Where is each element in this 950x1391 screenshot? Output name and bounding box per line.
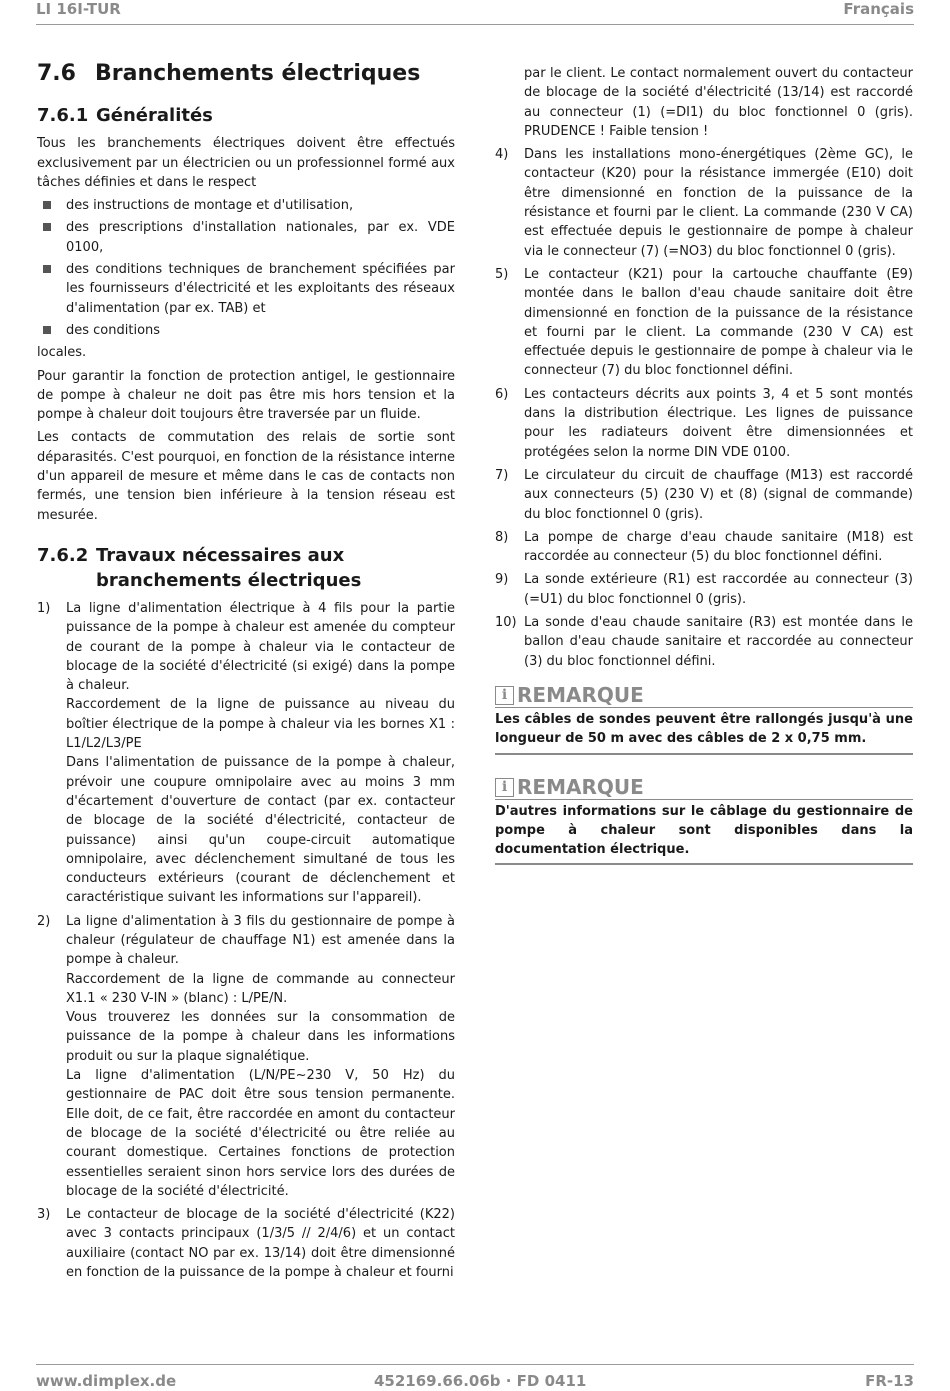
item-paragraph: La sonde d'eau chaude sanitaire (R3) est montée dans le ballon d'eau chaude sanitaire et raccordée au connecteur (3) du bloc fonctionnel défini. — [524, 615, 913, 669]
subsection-number: 7.6.2 — [37, 544, 89, 566]
left-column — [37, 60, 455, 1286]
intro-paragraph: Tous les branchements électriques doivent être effectués exclusivement par un électricien ou un professionnel formé aux tâches définies et dans le respect — [37, 136, 455, 190]
item-paragraph: Le circulateur du circuit de chauffage (M13) est raccordé aux connecteurs (5) (230 V) et (8) (signal de commande) du bloc fonctionnel 0 (gris). — [524, 467, 913, 522]
section-number: 7.6 — [37, 61, 76, 86]
item-number: 2) — [37, 913, 51, 929]
list-item — [37, 260, 455, 318]
list-item — [37, 599, 455, 908]
item-number: 8) — [495, 529, 509, 545]
item-paragraph: Dans les installations mono-énergétiques (2ème GC), le contacteur (K20) pour la résistance immergée (E10) doit être dimensionné en fonction de la puissance de la résistance et fourni par le client. La commande (230 V CA) est effectuée depuis le gestionnaire de pompe à chaleur via le connecteur (7) (=NO3) du bloc fonctionnel 0 (gris). — [524, 147, 913, 259]
square-bullet-icon — [43, 265, 51, 273]
document-number: 452169.66.06b · FD 0411 — [374, 1372, 587, 1390]
list-item-text: des instructions de montage et d'utilisation, — [66, 198, 354, 214]
item-number: 5) — [495, 266, 509, 282]
section-heading — [37, 61, 455, 86]
list-item-text: des prescriptions d'installation nationales, par ex. VDE 0100, — [66, 220, 455, 255]
after-bullets-text: locales. — [37, 345, 87, 361]
item-paragraph: La ligne d'alimentation électrique à 4 fils pour la partie puissance de la pompe à chaleur est amenée du compteur de courant de la pompe à chaleur via le contacteur de blocage de la société d'électricité (si exigé) dans la pompe à chaleur. — [66, 600, 455, 694]
subsection-title: Généralités — [96, 105, 213, 127]
item-paragraph: Raccordement de la ligne de commande au connecteur X1.1 « 230 V-IN » (blanc) : L/PE/N. — [66, 971, 455, 1006]
section-title: Branchements électriques — [95, 61, 421, 86]
item-number: 7) — [495, 467, 509, 483]
remark-text: D'autres informations sur le câblage du gestionnaire de pompe à chaleur sont disponibles dans la documentation électrique. — [495, 803, 913, 858]
item-number: 1) — [37, 600, 51, 616]
remark-box — [495, 685, 913, 755]
item-number: 9) — [495, 572, 509, 588]
item-paragraph: Dans l'alimentation de puissance de la pompe à chaleur, prévoir une coupure omnipolaire avec au moins 3 mm d'écartement d'ouverture de contact (par ex. contacteur de blocage de la société d'électricité, contacteur de puissance) ainsi qu'un coupe-circuit automatique omnipolaire, avec déclenchement simultané de tous les conducteurs extérieurs (courant de déclenchement et caractéristique suivant les informations sur l'appareil). — [66, 755, 455, 906]
subsection-number: 7.6.1 — [37, 105, 89, 127]
item-paragraph: La ligne d'alimentation à 3 fils du gestionnaire de pompe à chaleur (régulateur de chauffage N1) est amenée dans la pompe à chaleur. — [66, 913, 455, 968]
item-paragraph: Le contacteur de blocage de la société d'électricité (K22) avec 3 contacts principaux (1/3/5 // 2/4/6) et un contact auxiliaire (contact NO par ex. 13/14) doit être dimensionné en fonction de la puissance de la pompe à chaleur et fourni — [66, 1207, 455, 1281]
work-steps-list — [37, 599, 455, 1282]
list-item — [37, 218, 455, 257]
list-item — [495, 466, 913, 524]
list-item — [495, 385, 913, 462]
info-icon: i — [495, 778, 514, 797]
item-number: 10) — [495, 615, 517, 631]
item-paragraph: La sonde extérieure (R1) est raccordée au connecteur (3) (=U1) du bloc fonctionnel 0 (gris). — [524, 572, 913, 607]
item-number: 3) — [37, 1207, 51, 1223]
page-header — [36, 0, 914, 25]
square-bullet-icon — [43, 326, 51, 334]
item-paragraph: La pompe de charge d'eau chaude sanitaire (M18) est raccordée au connecteur (5) du bloc fonctionnel défini. — [524, 529, 913, 565]
list-item — [495, 265, 913, 381]
antifreeze-paragraph: Pour garantir la fonction de protection antigel, le gestionnaire de pompe à chaleur ne doit pas être mis hors tension et la pompe à chaleur doit toujours être traversée par un fluide. — [37, 368, 455, 423]
item-paragraph: Raccordement de la ligne de puissance au niveau du boîtier électrique de la pompe à chaleur via les bornes X1 : L1/L2/L3/PE — [66, 697, 455, 752]
subsection-heading-1 — [37, 103, 455, 128]
list-item — [37, 1205, 455, 1282]
list-item — [495, 528, 913, 567]
continuation-paragraph: par le client. Le contact normalement ouvert du contacteur de blocage de la société d'électricité (13/14) est raccordé au connecteur (1) (=DI1) du bloc fonctionnel 0 (gris). PRUDENCE ! Faible tension ! — [524, 66, 913, 139]
list-item-text: des conditions techniques de branchement spécifiées par les fournisseurs d'électricité et les exploitants des réseaux d'alimentation (par ex. TAB) et — [66, 262, 455, 316]
language-label: Français — [843, 0, 914, 18]
item-number: 6) — [495, 386, 509, 402]
item-paragraph: Le contacteur (K21) pour la cartouche chauffante (E9) montée dans le ballon d'eau chaude sanitaire doit être dimensionné en fonction de la puissance de la résistance et fourni par le client. La commande (230 V CA) est effectuée depuis le gestionnaire de pompe à chaleur via le connecteur (7) du bloc fonctionnel défini. — [524, 266, 913, 379]
list-item — [37, 321, 455, 340]
subsection-heading-2 — [37, 543, 455, 593]
item-paragraph: La ligne d'alimentation (L/N/PE~230 V, 50 Hz) du gestionnaire de PAC doit être sous tension permanente. Elle doit, de ce fait, être raccordée en amont du contacteur de blocage de la société d'électricité ou être reliée au courant domestique. Certaines fonctions de protection essentielles seraient sinon hors service lors des durées de blocage de la société d'électricité. — [66, 1068, 455, 1199]
right-column — [495, 64, 913, 865]
list-item — [37, 196, 455, 215]
list-item — [495, 145, 913, 261]
remark-title: REMARQUE — [517, 683, 644, 708]
remark-header — [495, 774, 913, 800]
subsection-title: Travaux nécessaires aux branchements électriques — [96, 544, 362, 591]
list-item — [37, 912, 455, 1201]
document-model: LI 16I-TUR — [36, 0, 121, 18]
item-paragraph: Les contacteurs décrits aux points 3, 4 et 5 sont montés dans la distribution électrique. Les lignes de puissance pour les radiateurs doivent être dimensionnées et protégées selon la norme DIN VDE 0100. — [524, 386, 913, 460]
square-bullet-icon — [43, 201, 51, 209]
list-item — [495, 613, 913, 671]
list-item — [495, 570, 913, 609]
requirements-list — [37, 196, 455, 340]
work-steps-list-continued — [495, 145, 913, 671]
page-number: FR-13 — [865, 1372, 914, 1390]
page-footer — [36, 1364, 914, 1391]
remark-box — [495, 774, 913, 866]
remark-text: Les câbles de sondes peuvent être rallongés jusqu'à une longueur de 50 m avec des câbles de 2 x 0,75 mm. — [495, 711, 913, 747]
remark-header — [495, 685, 913, 708]
list-item-text: des conditions — [66, 322, 161, 338]
website-link[interactable]: www.dimplex.de — [36, 1372, 177, 1390]
remark-title: REMARQUE — [517, 774, 644, 799]
item-paragraph: Vous trouverez les données sur la consommation de puissance de la pompe à chaleur dans les informations produit ou sur la plaque signalétique. — [66, 1010, 455, 1064]
relay-contacts-paragraph: Les contacts de commutation des relais de sortie sont déparasités. C'est pourquoi, en fonction de la résistance interne d'un appareil de mesure et même dans le cas de contacts non fermés, une tension bien inférieure à la tension réseau est mesurée. — [37, 430, 455, 523]
item-number: 4) — [495, 147, 509, 163]
info-icon: i — [495, 686, 514, 705]
square-bullet-icon — [43, 223, 51, 231]
